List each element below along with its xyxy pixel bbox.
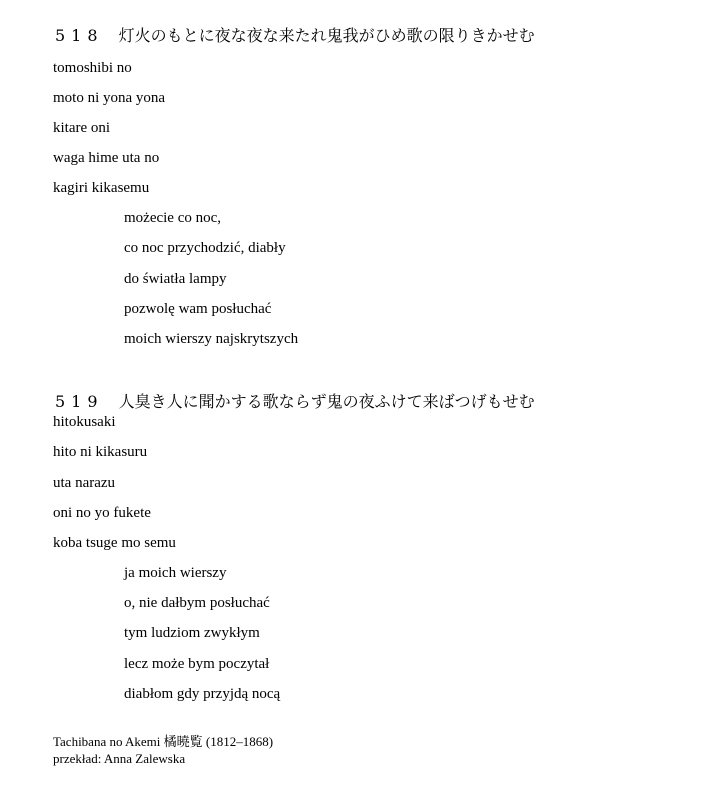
romaji-line: moto ni yona yona bbox=[53, 90, 166, 106]
polish-translation-line: pozwolę wam posłuchać bbox=[124, 301, 272, 317]
poem-japanese-text: 灯火のもとに夜な夜な来たれ鬼我がひめ歌の限りきかせむ bbox=[118, 26, 535, 45]
romaji-line: uta narazu bbox=[53, 475, 116, 491]
polish-translation-line: moich wierszy najskrytszych bbox=[124, 331, 299, 347]
romaji-line: waga hime uta no bbox=[53, 150, 160, 166]
author-credit: Tachibana no Akemi 橘曉覧 (1812–1868) bbox=[53, 734, 274, 749]
romaji-line: kitare oni bbox=[53, 120, 111, 136]
romaji-line: hito ni kikasuru bbox=[53, 444, 148, 460]
romaji-line: koba tsuge mo semu bbox=[53, 535, 176, 551]
poem-518-header bbox=[55, 26, 535, 46]
romaji-line: oni no yo fukete bbox=[53, 505, 151, 521]
romaji-line: kagiri kikasemu bbox=[53, 180, 150, 196]
romaji-line: hitokusaki bbox=[53, 414, 116, 430]
polish-translation-line: ja moich wierszy bbox=[124, 565, 227, 581]
translator-credit: przekład: Anna Zalewska bbox=[53, 751, 186, 766]
polish-translation-line: możecie co noc, bbox=[124, 210, 222, 226]
polish-translation-line: o, nie dałbym posłuchać bbox=[124, 595, 270, 611]
romaji-line: tomoshibi no bbox=[53, 60, 132, 76]
polish-translation-line: co noc przychodzić, diabły bbox=[124, 240, 286, 256]
polish-translation-line: diabłom gdy przyjdą nocą bbox=[124, 686, 281, 702]
polish-translation-line: lecz może bym poczytał bbox=[124, 656, 270, 672]
polish-translation-line: do światła lampy bbox=[124, 271, 227, 287]
poem-japanese-text: 人臭き人に聞かする歌ならず鬼の夜ふけて来ばつげもせむ bbox=[118, 392, 535, 411]
poem-number: 519 bbox=[55, 392, 104, 411]
polish-translation-line: tym ludziom zwykłym bbox=[124, 625, 260, 641]
poem-519-header bbox=[55, 392, 535, 412]
poem-number: 518 bbox=[55, 26, 104, 45]
